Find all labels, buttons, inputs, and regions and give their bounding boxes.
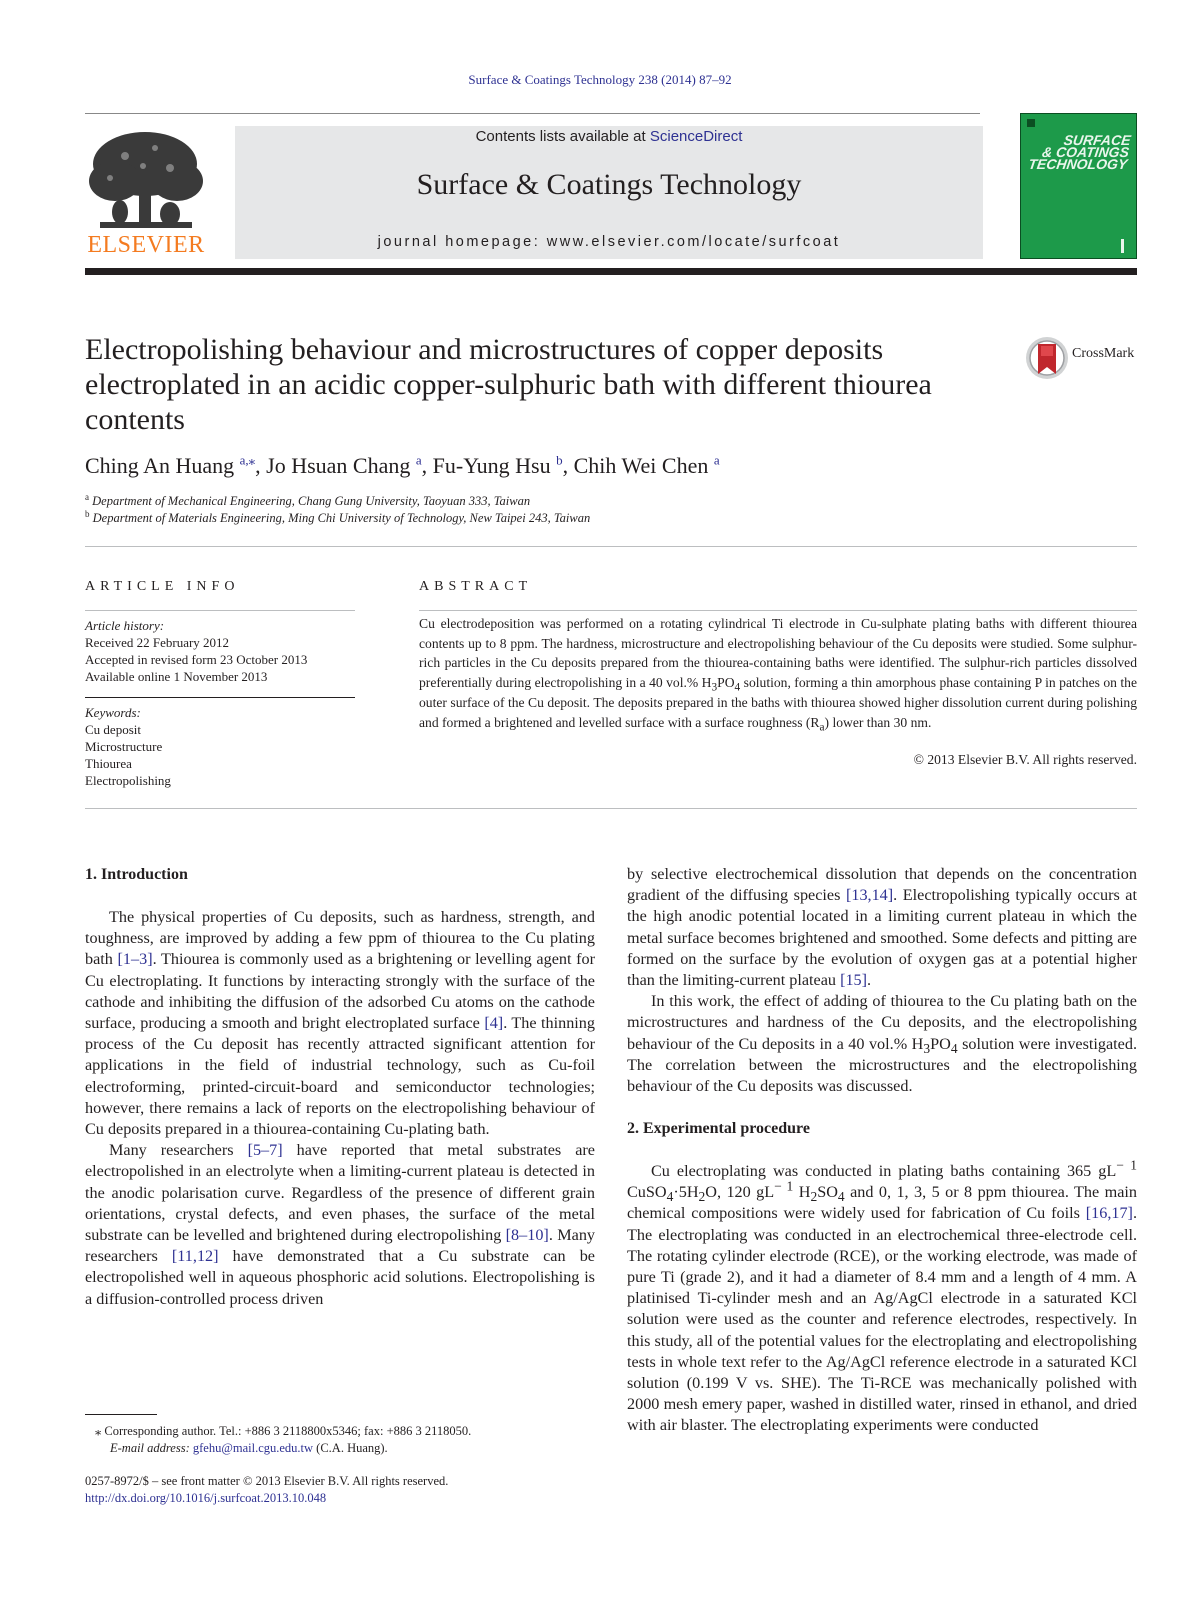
paragraph [627,991,1137,1097]
affiliation-marker: a [85,491,89,502]
crossmark-badge[interactable] [1025,336,1145,380]
intro-left-column [85,907,595,1310]
text: Cu electroplating was conducted in plating baths containing 365 gL [651,1162,1117,1180]
subscript: 2 [810,1189,818,1205]
author-affil-marker[interactable]: a [415,452,422,468]
experimental-column [627,1157,1137,1437]
subscript: 3 [711,681,718,694]
text: and 0, 1, 3, 5 or 8 ppm thiourea. The main chemical compositions were widely used for fabrication of Cu foils [627,1183,1137,1223]
front-matter [85,1473,448,1507]
text: O, 120 gL [705,1183,775,1202]
subscript: 4 [734,681,741,694]
subscript: 4 [950,1040,958,1056]
history-label: Article history: [85,618,165,633]
text: by selective electrochemical dissolution that depends on the concentration gradient of the diffusing species [627,865,1137,905]
paragraph [85,1140,595,1310]
abstract-text-part: solution, forming a thin amorphous phase containing P in patches on the outer surface of the Cu deposit. The deposits prepared in the baths with thiourea showed higher dissolution current during polishing and formed a brightened and levelled surface with a surface roughness (R [419,675,1138,730]
abstract-text-part: Cu electrodeposition was performed on a rotating cylindrical Ti electrode in Cu-sulphate plating baths with different thiourea contents up to 8 ppm. The hardness, microstructure and electropolishing behaviour of the Cu deposits were studied. Some sulphur-rich particles in the Cu deposits prepared from the thiourea-containing baths were identified. The sulphur-rich particles dissolved preferentially during electropolishing in a 40 vol.% H [419,616,1137,691]
divider [85,610,355,611]
text: . The thinning process of the Cu deposit has recently attracted significant attention for applications in the field of industrial technology, such as Cu-foil electroforming, printed-circuit-board and semiconductor technologies; however, there remains a lack of reports on the electropolishing behaviour of Cu deposits prepared in a thiourea-containing Cu-plating bath. [85,1014,595,1139]
footnote-rule [85,1414,157,1415]
subscript: a [819,721,825,734]
cover-title-line: & COATINGS [1041,144,1131,160]
journal-banner [235,126,983,259]
paragraph [85,907,595,1140]
header-rule [85,113,980,114]
section-heading: 2. Experimental procedure [627,1120,810,1137]
divider [85,546,1137,547]
publisher-name: ELSEVIER [87,232,205,258]
article-info-heading: ARTICLE INFO [85,579,240,594]
cover-title-line: SURFACE [1062,132,1132,148]
text: The physical properties of Cu deposits, such as hardness, strength, and toughness, are improved by adding a few ppm of thiourea to the Cu plating bath [85,908,595,969]
cover-bar [1121,239,1124,253]
paragraph [627,1157,1137,1437]
text: H [793,1183,811,1202]
footnote-text: Corresponding author. Tel.: +886 3 2118800x5346; fax: +886 3 2118050. [104,1424,472,1438]
cover-elsevier-mark [1027,119,1035,127]
author-list: Ching An Huang $^{a,⁎}$, Jo Hsuan Chang $^a$, Fu-Yung Hsu $^b$, Chih Wei Chen $^a$ [85,452,720,478]
text: . Thiourea is commonly used as a brightening or levelling agent for Cu electroplating. It functions by interacting strongly with the surface of the cathode and inhibiting the diffusion of the adsorbed Cu atoms on the cathode surface, producing a smooth and bright electroplated surface [85,950,595,1033]
keyword: Microstructure [85,739,163,754]
footnote-marker: ⁎ [95,1424,102,1438]
text: . [867,971,872,990]
affiliation [85,491,531,509]
sciencedirect-link[interactable]: ScienceDirect [649,128,743,145]
keyword: Cu deposit [85,722,141,737]
text: In this work, the effect of adding of thiourea to the Cu plating bath on the microstructures and hardness of the Cu deposits, and the electropolishing behaviour of the Cu deposits in a 40 vol.% H [627,992,1137,1053]
text: CuSO [627,1183,667,1202]
text: Many researchers [109,1141,248,1160]
citation-link[interactable]: [4] [484,1014,504,1033]
citation-link[interactable]: [11,12] [171,1247,219,1266]
email-label: E-mail address: [110,1441,193,1455]
abstract-copyright: © 2013 Elsevier B.V. All rights reserved. [913,752,1137,767]
abstract-text [419,614,1137,732]
history-item: Accepted in revised form 23 October 2013 [85,652,308,667]
article-title: Electropolishing behaviour and microstructures of copper deposits electroplated in an acidic copper-sulphuric bath with different thiourea contents [85,333,932,436]
running-header[interactable]: Surface & Coatings Technology 238 (2014) 87–92 [468,72,732,87]
subscript: 4 [837,1189,845,1205]
abstract-heading: ABSTRACT [419,579,533,594]
text: PO [930,1034,951,1053]
journal-title: Surface & Coatings Technology [416,168,802,201]
journal-homepage[interactable]: journal homepage: www.elsevier.com/locate/surfcoat [377,234,841,250]
email-link[interactable]: gfehu@mail.cgu.edu.tw [192,1441,314,1455]
corresponding-author-footnote [85,1423,605,1457]
author-name: Fu-Yung Hsu [432,453,551,478]
contents-prefix: Contents lists available at [475,128,650,145]
subscript: 2 [698,1189,706,1205]
affiliation-text: Department of Materials Engineering, Ming Chi University of Technology, New Taipei 243, Taiwan [92,511,591,525]
author-name: Ching An Huang [85,453,235,478]
text: solution were investigated. The correlation between the microstructures and the electropolishing behaviour of the Cu deposits was discussed. [627,1034,1137,1096]
divider [419,610,1137,611]
affiliation-text: Department of Mechanical Engineering, Chang Gung University, Taoyuan 333, Taiwan [92,494,531,508]
email-suffix: (C.A. Huang). [313,1441,388,1455]
contents-line [235,128,983,145]
cover-title-line: TECHNOLOGY [1027,156,1129,172]
cover-title [1026,134,1131,170]
text: . The electroplating was conducted in an electrochemical three-electrode cell. The rotating cylinder electrode (RCE), or the working electrode, was made of pure Ti (grade 2), and it had a diameter of 8.4 mm and a length of 4 mm. A platinised Ti-cylinder mesh and an Ag/AgCl electrode in a saturated KCl solution were used as the counter and reference electrodes, respectively. In this study, all of the potential values for the electroplating and electropolishing tests in whole text refer to the Ag/AgCl reference electrode in a saturated KCl solution (0.199 V vs. SHE). The Ti-RCE was mechanically polished with 2000 mesh emery paper, washed in distilled water, rinsed in ethanol, and dried with air blaster. The electroplating experiments were conducted [627,1204,1137,1435]
paragraph [627,864,1137,991]
superscript: − 1 [1116,1157,1137,1173]
text: SO [817,1183,838,1202]
superscript: − 1 [774,1178,794,1194]
text: ·5H [673,1183,699,1202]
footnote-line [85,1423,605,1440]
doi-link[interactable]: http://dx.doi.org/10.1016/j.surfcoat.2013.10.048 [85,1491,327,1505]
issn-line: 0257-8972/$ – see front matter © 2013 Elsevier B.V. All rights reserved. [85,1474,449,1488]
intro-right-column [627,864,1137,1097]
header-thick-rule [85,268,1137,275]
section-heading: 1. Introduction [85,866,188,883]
text: . Many researchers [85,1226,596,1266]
citation-link[interactable]: [8–10] [505,1226,549,1245]
footnote-line [85,1440,605,1457]
elsevier-logo[interactable] [85,126,207,261]
text: have demonstrated that a Cu substrate can be electropolished well in aqueous phosphoric acid solutions. Electropolishing is a diffusion-controlled process driven [85,1247,595,1308]
keyword: Thiourea [85,756,132,771]
author-name: Jo Hsuan Chang [266,453,411,478]
abstract-text-part: ) lower than 30 nm. [824,714,932,730]
divider [85,808,1137,809]
keyword: Electropolishing [85,773,171,788]
text: have reported that metal substrates are electropolished in an electrolyte when a limiting-current plateau is detected in the anodic polarisation curve. Regardless of the presence of different grain orientations, crystal defects, and even phases, the surface of the metal substrate can be levelled and brightened during electropolishing [85,1141,595,1245]
author-affil-marker[interactable]: a,⁎ [239,452,256,468]
history-item: Available online 1 November 2013 [85,669,268,684]
citation-link[interactable]: [16,17] [1085,1204,1133,1223]
crossmark-label: CrossMark [1072,346,1135,361]
author-name: Chih Wei Chen [573,453,709,478]
citation-link[interactable]: [13,14] [845,886,894,905]
citation-link[interactable]: [5–7] [247,1141,283,1160]
affiliation-marker: b [85,508,90,519]
keywords-label: Keywords: [85,705,141,720]
author-affil-marker[interactable]: a [713,452,720,468]
subscript: 3 [923,1040,931,1056]
author-affil-marker[interactable]: b [556,452,563,468]
subscript: 4 [666,1189,674,1205]
text: . Electropolishing typically occurs at the high anodic potential located in a limiting current plateau in which the metal surface becomes brightened and smoothed. Some defects and pitting are formed on the surface by the evolution of oxygen gas at a potential higher than the limiting-current plateau [627,886,1137,990]
history-item: Received 22 February 2012 [85,635,230,650]
citation-link[interactable]: [15] [840,971,868,990]
crossmark-icon [1025,336,1069,380]
affiliation [85,508,591,526]
journal-cover[interactable] [1020,113,1137,259]
citation-link[interactable]: [1–3] [117,950,153,969]
divider [85,697,355,698]
abstract-text-part: PO [717,675,735,691]
